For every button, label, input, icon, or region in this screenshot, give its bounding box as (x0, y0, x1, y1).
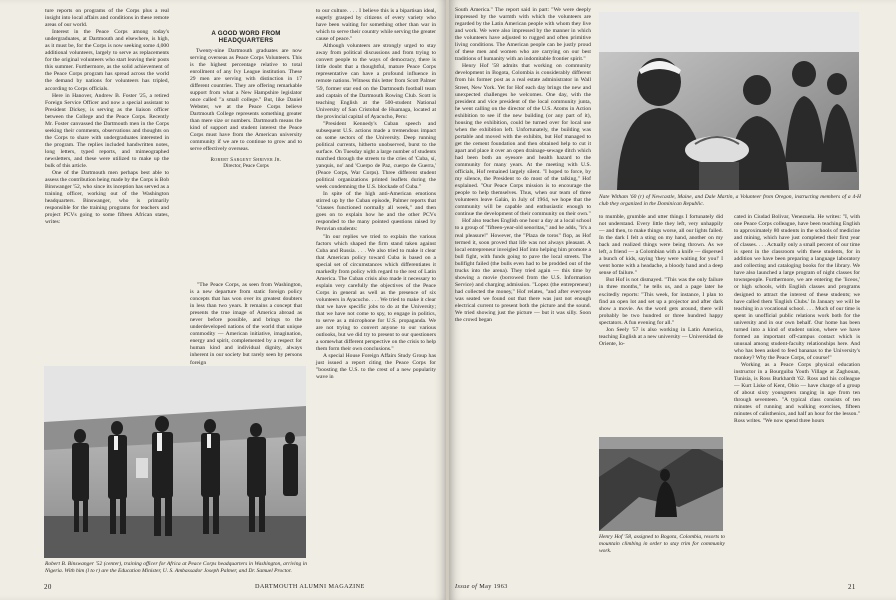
issue-date-footer (455, 583, 508, 591)
photo-4h-club-dominican (599, 12, 859, 190)
paragraph: One of the Dartmouth men perhaps best able to assess the contribution being made by the Corps is Bob Binswanger '52, who since its inception has served as a training officer, working out of the Washington headquarters. Binswanger, who is primarily responsible for the training programs for teachers and project PCVs going to some fifteen African states, writes: (45, 170, 171, 226)
page-number-right: 21 (848, 583, 856, 591)
photo-hof-image (599, 437, 723, 531)
paragraph: But Hof is not dismayed. "This was the only failure in three months," he tells us, and a page later he excitedly reports: "This week, for instance, I plan to find an open lot and set up a projector and after dark show a movie. As the word gets around, there will probably be two hundred or three hundred happy spectators. A fun evening for all." (599, 277, 725, 326)
sidebar-body: Twenty-nine Dartmouth graduates are now serving overseas as Peace Corps Volunteers. This is the highest percentage relative to total enrollment of any Ivy League institution. These 29 men are serving with distinction in 17 different countries. They are offering remarkable support from what a New Hampshire legislator once called "a small college." But, like Daniel Webster, we at the Peace Corps believe Dartmouth College represents something greater than mere size or numbers. Dartmouth means the kind of support and student interest the Peace Corps must have from the American university community if we are to continue to grow and to serve effectively overseas. (190, 47, 302, 153)
paragraph: Henry Hof '58 admits that working on community development in Bogota, Colombia is considerably different from his former post as a real estate administrator in Wall Street, New York. Yet for Hof each day brings the new and unexpected challenges he welcomes. One day, with the president and vice president of the local community junta, he went calling on the director of the U.S. Atoms in Action exhibition to see if the new building (or any part of it), housing the exhibition, could be turned over for local use when the exhibition left. Unfortunately, the building was portable and moved with the exhibits, but Hof managed to get the cement foundation and then obtained help to cut it apart and place it over an open drainage-sewage ditch which had been both an eyesore and health hazard to the community for many years. At the meeting with U.S. officials, Hof remained largely silent. "I hoped to force, by my silence, the President to do most of the talking," Hof explained. "Our Peace Corps mission is to encourage the people to help themselves. Thus, when our team of three volunteers leave Galán, in July of 1964, we hope that the community will be capable and enthusiastic enough to continue the development of their community on their own." (455, 63, 593, 218)
photo-binswanger-image (44, 366, 306, 558)
signature-name: Robert Sargent Shriver Jr. (210, 156, 282, 163)
left-page (0, 0, 447, 600)
signature-title: Director, Peace Corps (223, 163, 269, 170)
paragraph: South America." The report said in part: "We were deeply impressed by the warmth with which the volunteers are regarded by the Latin American people with whom they live and work. We were also impressed by the manner in which the volunteers have adjusted to rugged and often primitive living conditions. The American people can be justly proud of these men and women who are carrying on our best traditions of humanity with an indomitable frontier spirit." (455, 7, 593, 63)
sidebar-headquarters (190, 30, 302, 262)
photo-caption-4h-club: Nate Witham '60 (r) of Newcastle, Maine, and Dale Martin, a Volunteer from Oregon, instructing members of a 4-H club they organized in the Dominican Republic. (599, 194, 861, 207)
right-column-3 (734, 214, 860, 580)
photo-4h-club-image (599, 12, 859, 190)
paragraph: Here in Hanover, Andrew B. Foster '25, a retired Foreign Service Officer and now a special assistant to President Dickey, is serving as the liaison officer between the College and the Peace Corps. Recently Mr. Foster canvassed the Dartmouth men in the Corps seeking their comments, observations and thoughts on the Corps to share with undergraduates interested in the program. The replies included handwritten notes, long letters, typed reports, and mimeographed newsletters, and these were utilized to make up the bulk of this article. (45, 92, 171, 170)
right-page (449, 0, 896, 600)
page-number-left: 20 (44, 583, 52, 591)
paragraph: "President Kennedy's Cuban speech and subsequent U.S. actions made a tremendous impact on some sectors of the University. Deep running political currents, hitherto unobserved, burst to the surface. On Tuesday night a large number of students marched through the streets to the cries of 'Cuba, sí, yanquis, no' and 'Cuerpo de Paz, cuerpo de Guerra,' (Peace Corps, War Corps). Three different student political organizations printed leaflets during the week condemning the U.S. blockade of Cuba." (316, 120, 438, 191)
paragraph: A special House Foreign Affairs Study Group has just issued a report citing the Peace Corps for "boosting the U.S. to the crest of a new popularity wave in (316, 353, 438, 381)
issue-date: May 1963 (479, 583, 508, 590)
left-column-1 (45, 8, 169, 364)
paragraph: "In our replies we tried to explain the various factors which shaped the firm stand taken against Cuba and Russia. . . . We also tried to make it clear that American policy toward Cuba is based on a special set of circumstances which differentiates it markedly from policy with regard to the rest of Latin America. The Cuban crisis also made it necessary to explain very carefully the objectives of the Peace Corps in general as well as the presence of six volunteers in Ayacucho. . . . We tried to make it clear that we have specific jobs to do at the University; that we have not come to spy, to engage in politics, to serve as a microphone for U.S. propaganda. We are not trying to convert anyone to our various outlooks, but we did try to present to our questioners a somewhat different perspective on the crisis to help them form their own conclusions." (316, 233, 438, 353)
paragraph: Working as a Peace Corps physical education instructor in a Bourguiba Youth Village at Zaghouan, Tunisia, is Ross Burkhardt '62. Ross and his colleague — Kurt Liske of Kent, Ohio — have charge of a group of about sixty youngsters ranging in age from ten through seventeen. "A typical class consists of ten minutes of running and walking exercises, fifteen minutes of calisthenics, and half an hour for the lesson." Ross writes. "We now spend three hours (734, 361, 862, 425)
paragraph: cated in Ciudad Bolivar, Venezuela. He writes: "I, with one Peace Corps colleague, have been teaching English to approximately 80 students in the schools of medicine and mining, which have just completed their first year of classes. . . . Actually only a small percent of our time is spent in the classroom with these students, for in addition we have been preparing a language laboratory and collecting and cataloging books for the library. We have also launched a large program of night classes for townspeople. Furthermore, we are entering the 'liceos,' or high schools, with English classes and programs designed to attract the interest of these students; we have called them 'English Clubs.' In January we will be teaching in a vocational school. . . . Much of our time is spent in unofficial public relations work both for the university and in our own behalf. Our home has been turned into a kind of student union, where we have formed an important off-campus contact which is unusual among student-faculty relationships here. And who has been asked to feed bananas to the University's monkey? Why the Peace Corps, of course!" (734, 214, 862, 361)
paragraph: Jon Seely '57 is also working in Latin America, teaching English at a new university — Universidad de Oriente, lo- (599, 326, 725, 347)
paragraph: ture reports on programs of the Corps plus a real insight into local affairs and conditions in these remote areas of our world. (45, 8, 171, 29)
left-column-2 (190, 282, 302, 366)
paragraph: to mumble, grumble and utter things I fortunately did not understand. Every little they left, very unhappily — and then, to make things worse, all our lights failed. In the dark I felt a sting on my hand, another on my back and realized things were being thrown. As we left, a friend — a Colombian with a knife — dispersed a bunch of kids, saying 'they were waiting for you!' I went home with a headache, a bloody hand and a deep sense of failure." (599, 214, 725, 277)
right-column-1 (455, 7, 591, 579)
issue-label: Issue of (455, 583, 478, 590)
photo-caption-hof: Henry Hof '58, assigned to Bogota, Colombia, resorts to mountain climbing in order to stay trim for community work. (599, 534, 725, 554)
left-column-3 (316, 8, 436, 574)
paragraph: Interest in the Peace Corps among today's undergraduates, at Dartmouth and elsewhere, is high, as it must be, for the Corps is now seeking some 4,000 additional volunteers, largely to serve as replacements for the original volunteers who start leaving their posts this summer. Furthermore, as the solid achievement of the Peace Corps program has spread across the world the demand by nations for volunteers has tripled, according to Corps officials. (45, 29, 171, 92)
paragraph: to our culture. . . . I believe this is a bipartisan ideal, eagerly grasped by citizens of every variety who have been waiting for something other than war in which to serve their country while serving the greater cause of peace." (316, 8, 438, 43)
running-footer-magazine: DARTMOUTH ALUMNI MAGAZINE (255, 583, 365, 590)
sidebar-title: A GOOD WORD FROM HEADQUARTERS (211, 30, 281, 45)
photo-binswanger-nigeria (44, 366, 306, 558)
paragraph: In spite of the high anti-American emotions stirred up by the Cuban episode, Palmer reports that "classes functioned normally all week," and then goes on to explain how he and the other PCVs responded to the many pointed questions raised by Peruvian students: (316, 191, 438, 233)
right-column-2 (599, 214, 723, 434)
paragraph: "The Peace Corps, as seen from Washington, is a new departure from static foreign policy concepts that has won over its greatest doubters in less than two years. It remains a concept that presents the true image of America abroad as never before possible, and brings to the underdeveloped nations of the world that unique commodity — American initiative, imagination, energy and spirit, complemented by a respect for human kind and individual dignity, always inherent in our society but rarely seen by persons foreign (190, 282, 304, 366)
photo-hof-mountain (599, 437, 723, 531)
photo-caption-binswanger: Robert B. Binswanger '52 (center), training officer for Africa at Peace Corps headquarters in Washington, arriving in Nigeria. With him (l to r) are the Education Minister, U. S. Ambassador Joseph Palmer, and Dr. Samuel Proctor. (45, 561, 307, 574)
paragraph: Although volunteers are strongly urged to stay away from political discussions and from trying to convert people to the ways of democracy, there is little doubt that a thoughtful, mature Peace Corps representative can have a profound influence in remote nations. Witness this letter from Scott Palmer '59, former star end on the Dartmouth football team and captain of the Dartmouth Rowing Club. Scott is teaching English at the 500-student National University of San Cristobal de Huamaga, located at the provincial capital of Ayacucho, Peru: (316, 43, 438, 120)
sidebar-signature (190, 157, 302, 171)
paragraph: Hof also teaches English one hour a day at a local school to a group of "fifteen-year-old senoritas," and he adds, "it's a real pleasure!" However, the "Plaza de toros" flop, as Hof termed it, soon proved that life was not always pleasant. A local entrepreneur inveigled Hof into helping him promote a bull fight, with funds going to pave the local streets. The bullfight failed (the bulls even had to be prodded out of the trucks into the arena). They tried again — this time by showing a movie (borrowed from the U.S. Information Service) and charging admission. "Lopez (the entrepreneur) had collected the money," Hof relates, "and after everyone was seated we found out that there was just not enough electrical current to present both the picture and the sound. We tried showing just the picture — but it was silly. Soon the crowd began (455, 218, 593, 324)
